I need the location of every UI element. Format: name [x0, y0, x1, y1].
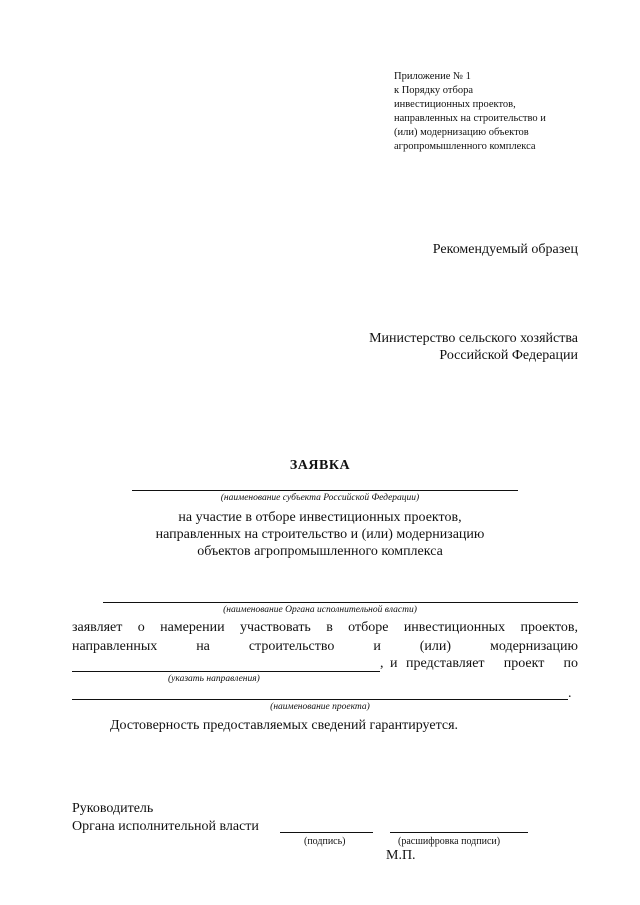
purpose-line-2: направленных на строительство и (или) модернизацию — [155, 527, 485, 542]
signatory-line-1: Руководитель — [72, 801, 154, 816]
statement-word: представляет — [406, 656, 485, 671]
statement-word: инвестиционных — [403, 620, 506, 635]
statement-word: на — [196, 639, 210, 654]
appendix-line: агропромышленного комплекса — [394, 141, 536, 152]
statement-word: модернизацию — [490, 639, 578, 654]
appendix-line: Приложение № 1 — [394, 71, 471, 82]
project-period: . — [568, 686, 572, 701]
organ-caption: (наименование Органа исполнительной власти) — [223, 605, 417, 615]
ministry-line-1: Министерство сельского хозяйства — [369, 331, 578, 346]
document-title: ЗАЯВКА — [289, 458, 351, 473]
signature-decode-fill-line — [390, 832, 528, 833]
statement-word: в — [326, 620, 333, 635]
organ-fill-line — [103, 602, 578, 603]
project-fill-line — [72, 699, 568, 700]
seal-mark: М.П. — [386, 848, 416, 863]
appendix-line: (или) модернизацию объектов — [394, 127, 529, 138]
statement-word: заявляет — [72, 620, 123, 635]
signature-caption: (подпись) — [304, 836, 346, 847]
appendix-line: направленных на строительство и — [394, 113, 546, 124]
appendix-line: инвестиционных проектов, — [394, 99, 516, 110]
signatory-line-2: Органа исполнительной власти — [72, 819, 259, 834]
ministry-line-2: Российской Федерации — [439, 348, 578, 363]
addressee-block — [369, 330, 578, 364]
statement-word: направленных — [72, 639, 158, 654]
subject-caption: (наименование субъекта Российской Федерации) — [220, 493, 420, 503]
statement-word: и — [373, 639, 381, 654]
subject-fill-line — [132, 490, 518, 491]
project-caption: (наименование проекта) — [270, 702, 370, 712]
statement-row-2 — [72, 639, 578, 655]
statement-word: по — [563, 656, 578, 671]
statement-word: строительство — [248, 639, 335, 654]
signature-fill-line — [280, 832, 373, 833]
signature-decode-caption: (расшифровка подписи) — [398, 836, 501, 847]
recommended-sample-label: Рекомендуемый образец — [432, 242, 578, 257]
direction-fill-line — [72, 671, 380, 672]
purpose-text — [0, 509, 640, 560]
appendix-line: к Порядку отбора — [394, 85, 474, 96]
appendix-block — [394, 70, 546, 154]
direction-caption: (указать направления) — [168, 674, 260, 684]
statement-word: проект — [503, 656, 545, 671]
statement-word: проектов, — [520, 620, 578, 635]
statement-row-1 — [72, 620, 578, 636]
purpose-line-3: объектов агропромышленного комплекса — [197, 544, 443, 559]
statement-word: (или) — [419, 639, 452, 654]
statement-word: о — [137, 620, 145, 635]
purpose-line-1: на участие в отборе инвестиционных проектов, — [178, 510, 462, 525]
statement-word: намерении — [160, 620, 225, 635]
statement-word: участвовать — [239, 620, 311, 635]
statement-and: и — [390, 656, 398, 671]
statement-row-3-tail — [406, 656, 578, 672]
direction-comma: , — [380, 656, 384, 671]
statement-word: отборе — [348, 620, 389, 635]
guarantee-text: Достоверность предоставляемых сведений гарантируется. — [110, 718, 459, 733]
signatory-title — [72, 800, 259, 836]
